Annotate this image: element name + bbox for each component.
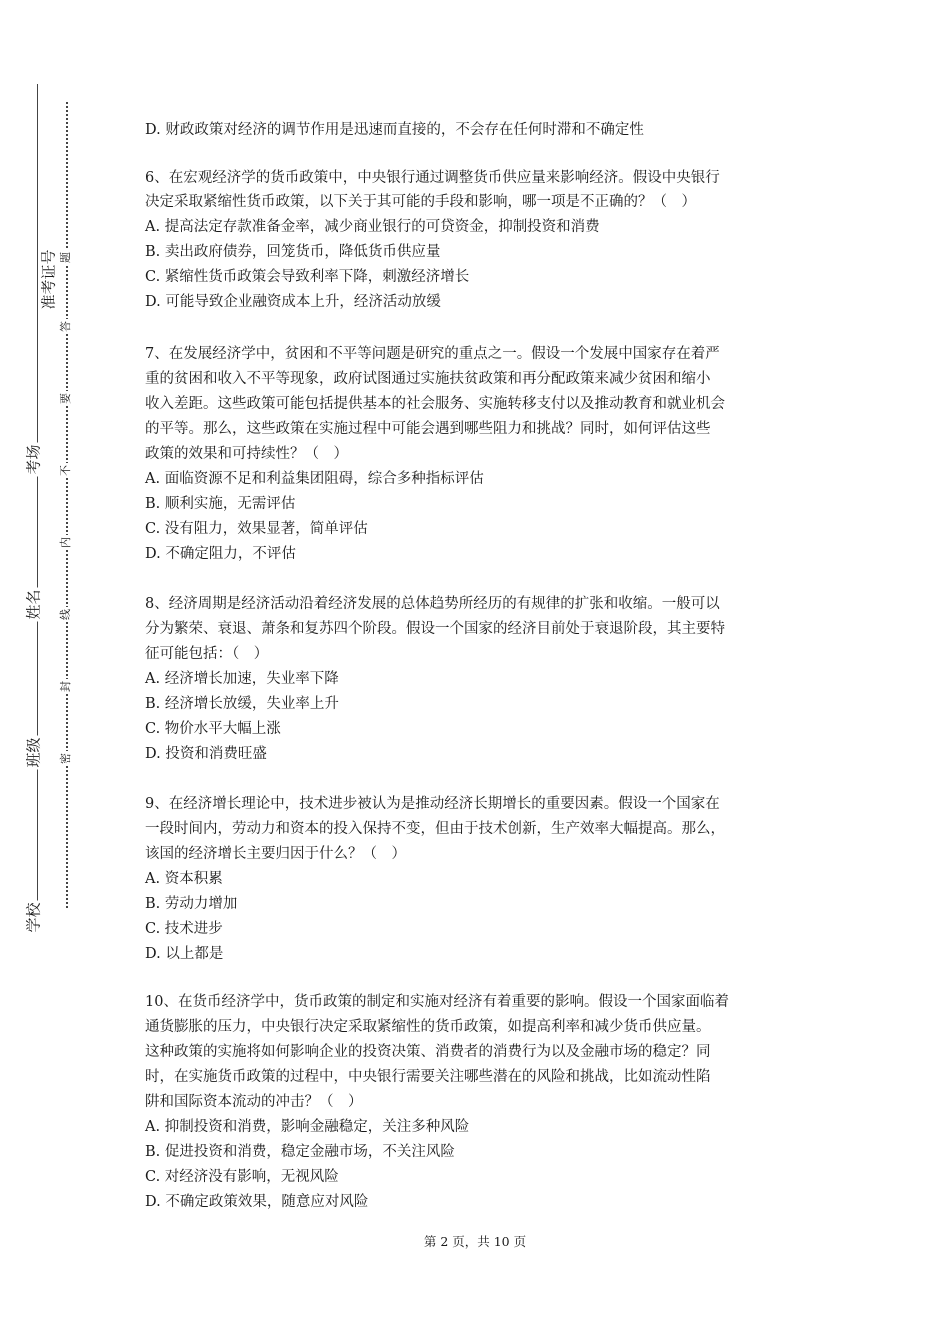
answer-option: A. 经济增长加速，失业率下降: [145, 671, 339, 687]
question-stem-line: 收入差距。这些政策可能包括提供基本的社会服务、实施转移支付以及推动教育和就业机会: [145, 396, 725, 412]
question-stem-line: 10、在货币经济学中，货币政策的制定和实施对经济有着重要的影响。假设一个国家面临着: [145, 994, 729, 1010]
question-stem-line: 8、经济周期是经济活动沿着经济发展的总体趋势所经历的有规律的扩张和收缩。一般可以: [145, 596, 720, 612]
answer-option: D. 不确定阻力，不评估: [145, 546, 296, 562]
field-school: 学校: [24, 902, 43, 933]
answer-option: A. 抑制投资和消费，影响金融稳定，关注多种风险: [145, 1119, 470, 1135]
answer-option: C. 物价水平大幅上涨: [145, 721, 281, 737]
answer-option: B. 卖出政府债券，回笼货币，降低货币供应量: [145, 244, 441, 260]
question-stem-line: 通货膨胀的压力，中央银行决定采取紧缩性的货币政策，如提高利率和减少货币供应量。: [145, 1019, 711, 1035]
answer-option: B. 顺利实施，无需评估: [145, 496, 296, 512]
answer-option: A. 面临资源不足和利益集团阻碍，综合多种指标评估: [145, 471, 484, 487]
seal-char: 不: [59, 465, 72, 476]
question-stem-line: 7、在发展经济学中，贫困和不平等问题是研究的重点之一。假设一个发展中国家存在着严: [145, 346, 720, 362]
answer-option: B. 劳动力增加: [145, 896, 238, 912]
answer-option: A. 资本积累: [145, 871, 223, 887]
answer-option: C. 没有阻力，效果显著，简单评估: [145, 521, 368, 537]
question-stem-line: 这种政策的实施将如何影响企业的投资决策、消费者的消费行为以及金融市场的稳定？同: [145, 1044, 711, 1060]
seal-char: 题: [59, 252, 72, 263]
field-exam-id: 准考证号: [39, 249, 58, 310]
seal-char: 密: [59, 753, 72, 764]
answer-option: D. 可能导致企业融资成本上升，经济活动放缓: [145, 294, 441, 310]
question-stem-line: 一段时间内，劳动力和资本的投入保持不变，但由于技术创新，生产效率大幅提高。那么，: [145, 821, 725, 837]
field-name: 姓名: [24, 589, 43, 620]
question-stem-line: 征可能包括：（ ）: [145, 646, 269, 662]
answer-option: A. 提高法定存款准备金率，减少商业银行的可贷资金，抑制投资和消费: [145, 219, 600, 235]
answer-option: B. 经济增长放缓，失业率上升: [145, 696, 339, 712]
seal-char: 线: [59, 609, 72, 620]
question-stem-line: 9、在经济增长理论中，技术进步被认为是推动经济长期增长的重要因素。假设一个国家在: [145, 796, 720, 812]
seal-char: 封: [59, 681, 72, 692]
answer-option: D. 不确定政策效果，随意应对风险: [145, 1194, 369, 1210]
question-stem-line: 该国的经济增长主要归因于什么？（ ）: [145, 846, 406, 862]
binding-dotted-line: [66, 102, 68, 908]
field-class: 班级: [24, 737, 43, 768]
question-stem-line: 时，在实施货币政策的过程中，中央银行需要关注哪些潜在的风险和挑战，比如流动性陷: [145, 1069, 711, 1085]
question-stem-line: 决定采取紧缩性货币政策，以下关于其可能的手段和影响，哪一项是不正确的？（ ）: [145, 194, 696, 210]
question-stem-line: 分为繁荣、衰退、萧条和复苏四个阶段。假设一个国家的经济目前处于衰退阶段，其主要特: [145, 621, 725, 637]
answer-option: C. 技术进步: [145, 921, 223, 937]
question-stem-line: 阱和国际资本流动的冲击？（ ）: [145, 1094, 363, 1110]
seal-char: 内: [59, 537, 72, 548]
answer-option: D. 以上都是: [145, 946, 224, 962]
answer-option: B. 促进投资和消费，稳定金融市场，不关注风险: [145, 1144, 455, 1160]
answer-option: D. 财政政策对经济的调节作用是迅速而直接的，不会存在任何时滞和不确定性: [145, 122, 644, 138]
question-stem-line: 6、在宏观经济学的货币政策中，中央银行通过调整货币供应量来影响经济。假设中央银行: [145, 170, 720, 186]
binding-solid-line: [37, 84, 38, 924]
answer-option: C. 紧缩性货币政策会导致利率下降，刺激经济增长: [145, 269, 470, 285]
answer-option: C. 对经济没有影响，无视风险: [145, 1169, 339, 1185]
answer-option: D. 投资和消费旺盛: [145, 746, 267, 762]
question-stem-line: 政策的效果和可持续性？（ ）: [145, 446, 348, 462]
seal-char: 答: [59, 321, 72, 332]
question-stem-line: 重的贫困和收入不平等现象，政府试图通过实施扶贫政策和再分配政策来减少贫困和缩小: [145, 371, 711, 387]
question-stem-line: 的平等。那么，这些政策在实施过程中可能会遇到哪些阻力和挑战？同时，如何评估这些: [145, 421, 711, 437]
page-number: 第 2 页，共 10 页: [423, 1234, 527, 1249]
field-exam-room: 考场: [24, 444, 43, 475]
seal-char: 要: [59, 393, 72, 404]
